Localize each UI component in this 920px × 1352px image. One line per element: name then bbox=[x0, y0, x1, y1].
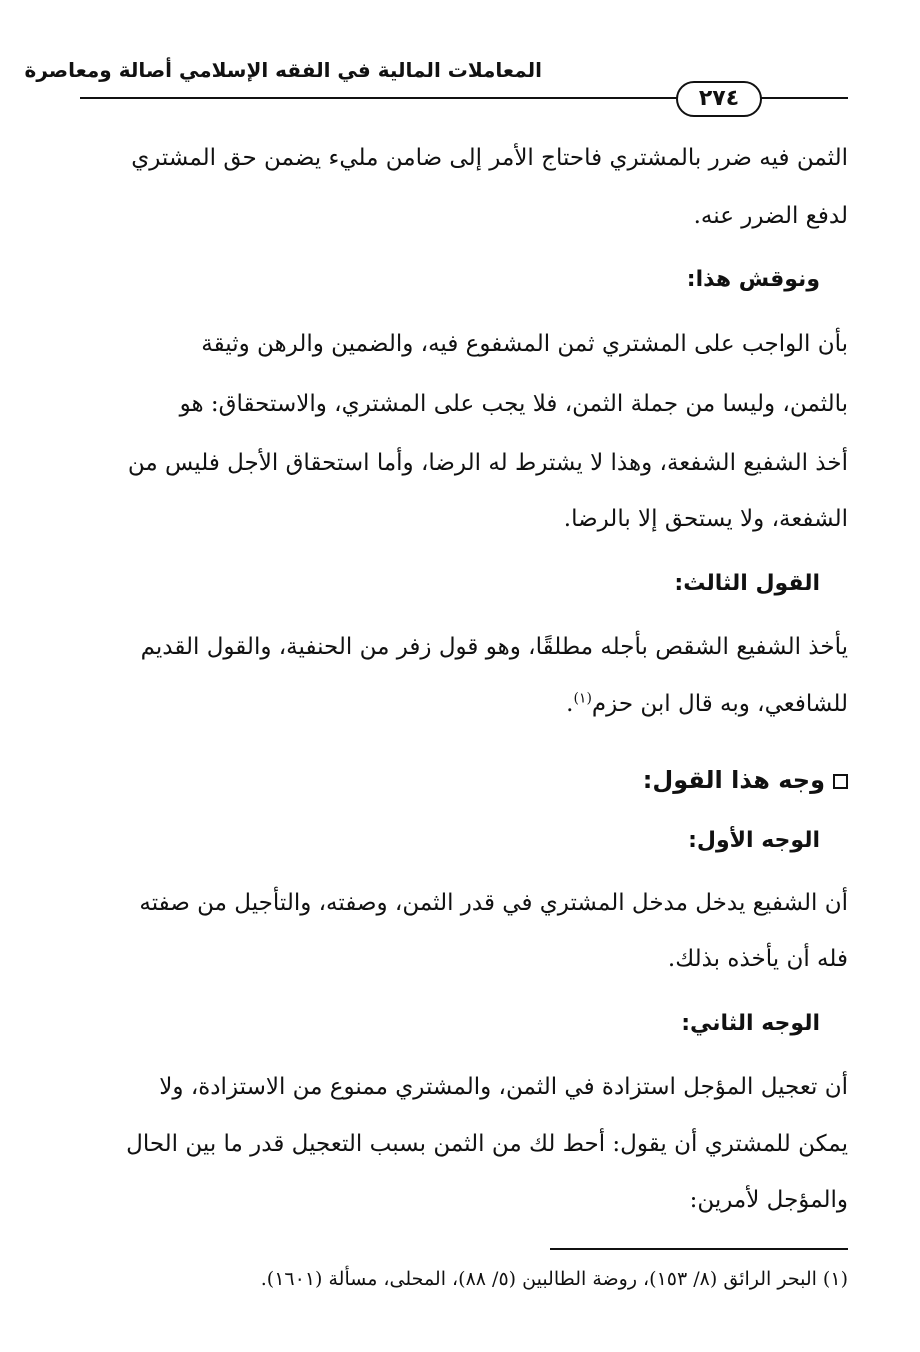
heading-discussion: ونوقش هذا: bbox=[686, 267, 820, 292]
heading-third-opinion: القول الثالث: bbox=[674, 571, 820, 596]
running-title: المعاملات المالية في الفقه الإسلامي أصالة ومعاصرة bbox=[24, 58, 542, 82]
paragraph-line: يأخذ الشفيع الشقص بأجله مطلقًا، وهو قول زفر من الحنفية، والقول القديم bbox=[140, 634, 848, 660]
footnote-reference: (١) bbox=[573, 690, 592, 707]
paragraph-line: أخذ الشفيع الشفعة، وهذا لا يشترط له الرضا، وأما استحقاق الأجل فليس من bbox=[127, 450, 848, 476]
sentence-end: . bbox=[566, 691, 574, 717]
paragraph-text: للشافعي، وبه قال ابن حزم bbox=[591, 691, 848, 717]
paragraph-line: الشفعة، ولا يستحق إلا بالرضا. bbox=[563, 506, 848, 532]
paragraph-line: والمؤجل لأمرين: bbox=[689, 1187, 848, 1213]
footnote-separator bbox=[550, 1248, 848, 1250]
paragraph-line bbox=[80, 690, 848, 720]
square-bullet-icon bbox=[833, 774, 848, 789]
page-number: ٢٧٤ bbox=[676, 81, 762, 117]
paragraph-line: يمكن للمشتري أن يقول: أحط لك من الثمن بسبب التعجيل قدر ما بين الحال bbox=[126, 1131, 848, 1157]
paragraph-line: بالثمن، وليسا من جملة الثمن، فلا يجب على المشتري، والاستحقاق: هو bbox=[179, 391, 848, 417]
paragraph-line: أن الشفيع يدخل مدخل المشتري في قدر الثمن، وصفته، والتأجيل من صفته bbox=[139, 890, 848, 916]
paragraph-line: فله أن يأخذه بذلك. bbox=[667, 946, 848, 972]
paragraph-line: لدفع الضرر عنه. bbox=[693, 203, 848, 229]
footnote: (١) البحر الرائق (٨/ ١٥٣)، روضة الطالبين (٥/ ٨٨)، المحلى، مسألة (١٦٠١). bbox=[260, 1268, 848, 1290]
paragraph-line: الثمن فيه ضرر بالمشتري فاحتاج الأمر إلى ضامن مليء يضمن حق المشتري bbox=[131, 145, 848, 171]
heading-second-aspect: الوجه الثاني: bbox=[681, 1011, 820, 1036]
paragraph-line: أن تعجيل المؤجل استزادة في الثمن، والمشتري ممنوع من الاستزادة، ولا bbox=[159, 1074, 848, 1100]
heading-justification bbox=[80, 765, 848, 796]
heading-text: وجه هذا القول: bbox=[642, 766, 825, 794]
heading-first-aspect: الوجه الأول: bbox=[688, 828, 820, 853]
paragraph-line: بأن الواجب على المشتري ثمن المشفوع فيه، والضمين والرهن وثيقة bbox=[201, 331, 848, 357]
